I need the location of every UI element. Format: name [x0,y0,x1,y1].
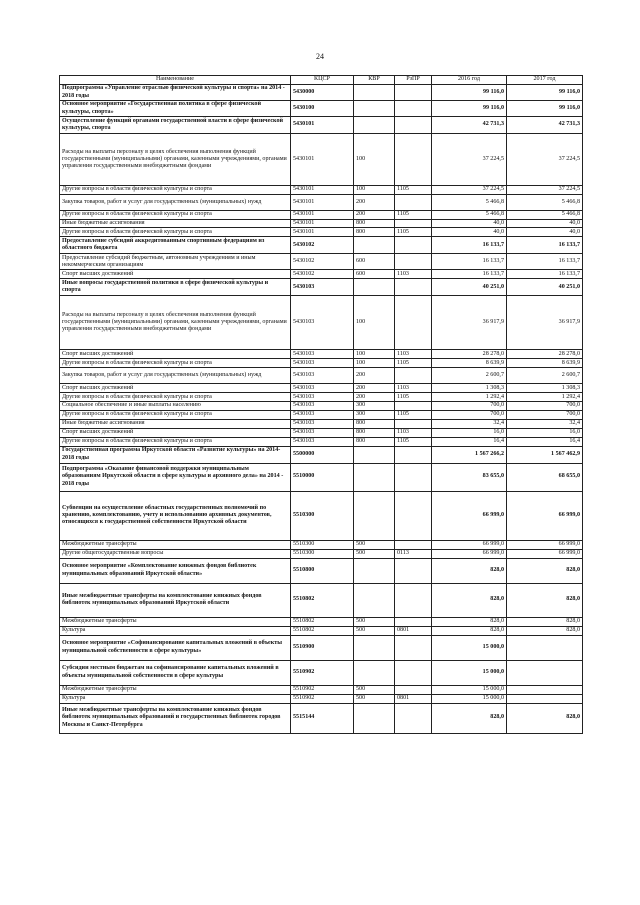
row-amount-2017: 37 224,5 [507,134,583,186]
row-amount-2017: 1 308,3 [507,384,583,393]
row-kcsr: 5510902 [291,660,354,685]
row-name: Субсидии местным бюджетам на софинансирование капитальных вложений в объекты муниципальной собственности в сфере культуры [60,660,291,685]
row-amount-2017: 37 224,5 [507,186,583,195]
table-row [60,617,583,626]
row-rzpr [395,85,432,101]
row-amount-2016: 700,0 [432,402,507,410]
row-amount-2017: 1 567 462,9 [507,446,583,463]
row-kcsr: 5500000 [291,446,354,463]
row-kvr: 500 [354,540,395,549]
row-kvr: 500 [354,685,395,694]
row-amount-2016: 5 466,8 [432,195,507,211]
header-kcsr: КЦСР [291,76,354,85]
row-rzpr: 1105 [395,359,432,368]
row-rzpr [395,134,432,186]
row-amount-2016: 99 116,0 [432,101,507,117]
row-amount-2017: 5 466,8 [507,211,583,220]
row-amount-2016: 28 278,0 [432,350,507,359]
row-rzpr [395,402,432,410]
row-kcsr: 5430102 [291,237,354,254]
row-name: Закупка товаров, работ и услуг для государственных (муниципальных) нужд [60,195,291,211]
row-kvr: 800 [354,419,395,428]
row-amount-2016: 828,0 [432,583,507,617]
row-amount-2016: 36 917,9 [432,296,507,350]
row-amount-2016: 66 999,0 [432,549,507,558]
row-name: Осуществление функций органами государственной власти в сфере физической культуры, спорта [60,117,291,134]
row-rzpr [395,463,432,491]
row-kvr [354,491,395,540]
row-amount-2016: 828,0 [432,617,507,626]
row-kcsr: 5430101 [291,195,354,211]
row-name: Другие вопросы в области физической культуры и спорта [60,393,291,402]
row-kcsr: 5430103 [291,296,354,350]
table-row [60,491,583,540]
row-rzpr [395,117,432,134]
row-rzpr: 1105 [395,410,432,419]
row-amount-2016: 8 639,9 [432,359,507,368]
row-name: Спорт высших достижений [60,428,291,437]
row-name: Расходы на выплаты персоналу в целях обеспечения выполнения функций государственными (муниципальными) органами, казенными учреждениями, органами управления государственными внебюджетными фондами [60,134,291,186]
row-kvr [354,583,395,617]
row-kcsr: 5510300 [291,540,354,549]
row-kvr: 100 [354,186,395,195]
table-row [60,368,583,384]
row-name: Государственная программа Иркутской области «Развитие культуры» на 2014-2018 годы [60,446,291,463]
row-name: Иные межбюджетные трансферты на комплектование книжных фондов библиотек муниципальных образований Иркутской области [60,583,291,617]
row-amount-2017: 8 639,9 [507,359,583,368]
row-rzpr [395,617,432,626]
row-kvr: 800 [354,228,395,237]
header-rzpr: РзПР [395,76,432,85]
row-name: Основное мероприятие «Софинансирование капитальных вложений в объекты муниципальной собственности в сфере культуры» [60,635,291,660]
row-name: Иные бюджетные ассигнования [60,419,291,428]
row-name: Другие вопросы в области физической культуры и спорта [60,410,291,419]
row-amount-2016: 1 292,4 [432,393,507,402]
row-kvr [354,660,395,685]
row-amount-2017: 99 116,0 [507,85,583,101]
row-rzpr: 0801 [395,694,432,703]
table-row [60,437,583,446]
row-kcsr: 5430103 [291,402,354,410]
row-kcsr: 5430101 [291,220,354,228]
row-kcsr: 5510802 [291,626,354,635]
row-kvr: 100 [354,359,395,368]
row-kvr [354,463,395,491]
table-row [60,359,583,368]
row-amount-2017: 700,0 [507,402,583,410]
row-kcsr: 5510902 [291,694,354,703]
row-kcsr: 5510902 [291,685,354,694]
row-rzpr [395,220,432,228]
row-amount-2017 [507,685,583,694]
row-amount-2017 [507,635,583,660]
row-rzpr: 1105 [395,228,432,237]
row-kcsr: 5430103 [291,384,354,393]
row-amount-2017 [507,694,583,703]
row-amount-2016: 16 133,7 [432,254,507,270]
row-amount-2017: 28 278,0 [507,350,583,359]
row-amount-2016: 828,0 [432,626,507,635]
row-kcsr: 5430000 [291,85,354,101]
row-amount-2017: 66 999,0 [507,491,583,540]
row-kvr: 300 [354,410,395,419]
row-kvr [354,101,395,117]
table-row [60,428,583,437]
row-amount-2017: 40,0 [507,220,583,228]
row-name: Предоставление субсидий аккредитованным спортивным федерациям из областного бюджета [60,237,291,254]
table-row [60,186,583,195]
row-amount-2016: 15 000,0 [432,635,507,660]
row-amount-2016: 15 000,0 [432,685,507,694]
row-amount-2016: 42 731,3 [432,117,507,134]
table-row [60,626,583,635]
table-row [60,279,583,296]
row-amount-2017: 700,0 [507,410,583,419]
table-row [60,117,583,134]
row-rzpr: 1103 [395,350,432,359]
row-amount-2016: 66 999,0 [432,540,507,549]
row-kcsr: 5430103 [291,393,354,402]
row-kvr [354,237,395,254]
row-amount-2017: 828,0 [507,558,583,583]
row-amount-2016: 828,0 [432,703,507,733]
row-amount-2016: 16 133,7 [432,270,507,279]
row-name: Подпрограмма «Оказание финансовой поддержки муниципальным образованиям Иркутской области в сфере культуры и архивного дела» на 2014 - 2018 годы [60,463,291,491]
table-body [60,85,583,734]
table-row [60,549,583,558]
row-kvr: 200 [354,368,395,384]
row-name: Спорт высших достижений [60,384,291,393]
table-row [60,237,583,254]
row-name: Другие вопросы в области физической культуры и спорта [60,437,291,446]
row-kvr: 200 [354,393,395,402]
row-kcsr: 5430103 [291,359,354,368]
row-amount-2016: 40 251,0 [432,279,507,296]
row-amount-2017: 66 999,0 [507,549,583,558]
table-row [60,254,583,270]
row-kcsr: 5510800 [291,558,354,583]
row-amount-2016: 828,0 [432,558,507,583]
row-name: Основное мероприятие «Государственная политика в сфере физической культуры, спорта» [60,101,291,117]
row-rzpr: 1105 [395,211,432,220]
row-name: Социальное обеспечение и иные выплаты населению [60,402,291,410]
row-kvr: 300 [354,402,395,410]
table-row [60,463,583,491]
header-2017: 2017 год [507,76,583,85]
row-kcsr: 5510802 [291,617,354,626]
table-row [60,402,583,410]
row-kvr: 600 [354,270,395,279]
row-amount-2017: 99 116,0 [507,101,583,117]
table-row [60,195,583,211]
row-kcsr: 5430100 [291,101,354,117]
row-amount-2016: 1 308,3 [432,384,507,393]
header-kvr: КВР [354,76,395,85]
table-row [60,540,583,549]
row-kvr [354,703,395,733]
row-amount-2016: 37 224,5 [432,186,507,195]
row-kcsr: 5430103 [291,428,354,437]
row-kvr [354,117,395,134]
row-rzpr [395,254,432,270]
row-kcsr: 5430103 [291,368,354,384]
row-amount-2016: 16,0 [432,428,507,437]
table-row [60,350,583,359]
row-amount-2017: 40 251,0 [507,279,583,296]
row-kvr: 200 [354,195,395,211]
row-amount-2017 [507,660,583,685]
row-rzpr: 1105 [395,393,432,402]
row-amount-2016: 40,0 [432,228,507,237]
row-rzpr: 1105 [395,437,432,446]
row-rzpr [395,685,432,694]
row-kcsr: 5430101 [291,186,354,195]
row-rzpr [395,101,432,117]
row-name: Культура [60,626,291,635]
row-rzpr [395,558,432,583]
row-name: Другие вопросы в области физической культуры и спорта [60,359,291,368]
row-rzpr: 1103 [395,428,432,437]
row-rzpr: 1103 [395,270,432,279]
row-amount-2017: 16 133,7 [507,254,583,270]
row-kcsr: 5515144 [291,703,354,733]
row-kcsr: 5430101 [291,228,354,237]
row-kcsr: 5430103 [291,419,354,428]
budget-table [59,75,583,734]
row-rzpr [395,635,432,660]
row-amount-2017: 1 292,4 [507,393,583,402]
row-amount-2017: 66 999,0 [507,540,583,549]
row-rzpr [395,446,432,463]
row-amount-2017: 5 466,8 [507,195,583,211]
row-amount-2017: 828,0 [507,703,583,733]
row-name: Иные вопросы государственной политики в сфере физической культуры и спорта [60,279,291,296]
row-amount-2016: 32,4 [432,419,507,428]
table-row [60,558,583,583]
row-rzpr [395,279,432,296]
row-amount-2017: 16,4 [507,437,583,446]
row-name: Иные межбюджетные трансферты на комплектование книжных фондов библиотек муниципальных образований и государственных библиотек городов Москвы и Санкт-Петербурга [60,703,291,733]
row-amount-2016: 5 466,8 [432,211,507,220]
row-rzpr: 1103 [395,384,432,393]
table-row [60,211,583,220]
page-number: 24 [316,52,324,61]
table-row [60,220,583,228]
row-rzpr: 0113 [395,549,432,558]
row-kcsr: 5430101 [291,117,354,134]
table-row [60,635,583,660]
header-2016: 2016 год [432,76,507,85]
row-rzpr [395,491,432,540]
row-kvr: 500 [354,549,395,558]
row-name: Культура [60,694,291,703]
row-kvr: 200 [354,384,395,393]
table-row [60,685,583,694]
row-name: Другие общегосударственные вопросы [60,549,291,558]
row-amount-2016: 83 655,0 [432,463,507,491]
row-kcsr: 5510900 [291,635,354,660]
table-header-row [60,76,583,85]
row-amount-2017: 828,0 [507,626,583,635]
row-amount-2016: 700,0 [432,410,507,419]
row-kcsr: 5430101 [291,211,354,220]
table-row [60,393,583,402]
row-kvr [354,558,395,583]
row-name: Подпрограмма «Управление отраслью физической культуры и спорта» на 2014 - 2018 годы [60,85,291,101]
row-rzpr [395,540,432,549]
row-kcsr: 5430103 [291,437,354,446]
table-row [60,703,583,733]
row-kcsr: 5430102 [291,270,354,279]
row-amount-2017: 828,0 [507,617,583,626]
row-rzpr [395,583,432,617]
row-amount-2017: 40,0 [507,228,583,237]
row-kcsr: 5510300 [291,491,354,540]
row-rzpr [395,368,432,384]
row-kcsr: 5430103 [291,279,354,296]
row-kvr: 100 [354,134,395,186]
row-kcsr: 5510300 [291,549,354,558]
table-row [60,660,583,685]
row-amount-2016: 15 000,0 [432,660,507,685]
row-rzpr [395,296,432,350]
row-rzpr [395,419,432,428]
row-kvr: 500 [354,694,395,703]
table-row [60,446,583,463]
row-name: Межбюджетные трансферты [60,617,291,626]
row-name: Спорт высших достижений [60,350,291,359]
row-name: Межбюджетные трансферты [60,540,291,549]
row-kvr: 800 [354,220,395,228]
table-row [60,296,583,350]
row-kvr: 800 [354,437,395,446]
row-amount-2016: 15 000,0 [432,694,507,703]
row-amount-2017: 16 133,7 [507,237,583,254]
row-amount-2016: 99 116,0 [432,85,507,101]
row-amount-2017: 16 133,7 [507,270,583,279]
row-amount-2016: 1 567 266,2 [432,446,507,463]
table-row [60,85,583,101]
row-rzpr [395,703,432,733]
table-row [60,270,583,279]
row-name: Закупка товаров, работ и услуг для государственных (муниципальных) нужд [60,368,291,384]
row-kvr: 100 [354,350,395,359]
table-row [60,228,583,237]
row-kvr: 100 [354,296,395,350]
row-kvr [354,635,395,660]
row-kcsr: 5510802 [291,583,354,617]
row-kvr: 800 [354,428,395,437]
row-name: Другие вопросы в области физической культуры и спорта [60,211,291,220]
row-amount-2017: 2 600,7 [507,368,583,384]
row-amount-2017: 42 731,3 [507,117,583,134]
row-rzpr [395,237,432,254]
row-amount-2016: 2 600,7 [432,368,507,384]
row-amount-2016: 66 999,0 [432,491,507,540]
row-kcsr: 5430103 [291,410,354,419]
row-name: Межбюджетные трансферты [60,685,291,694]
row-amount-2017: 16,0 [507,428,583,437]
row-amount-2017: 828,0 [507,583,583,617]
table-row [60,694,583,703]
row-kcsr: 5430101 [291,134,354,186]
row-kcsr: 5430102 [291,254,354,270]
row-name: Субвенции на осуществление областных государственных полномочий по хранению, комплектованию, учету и использованию архивных документов, относящихся к государственной собственности Иркутской области [60,491,291,540]
row-name: Другие вопросы в области физической культуры и спорта [60,228,291,237]
row-kvr: 500 [354,626,395,635]
row-kvr [354,279,395,296]
row-amount-2016: 16 133,7 [432,237,507,254]
row-kvr: 200 [354,211,395,220]
row-kvr: 500 [354,617,395,626]
row-amount-2016: 37 224,5 [432,134,507,186]
row-name: Другие вопросы в области физической культуры и спорта [60,186,291,195]
table-row [60,410,583,419]
row-name: Иные бюджетные ассигнования [60,220,291,228]
header-name: Наименование [60,76,291,85]
table-row [60,384,583,393]
row-rzpr [395,195,432,211]
row-kvr [354,446,395,463]
row-name: Основное мероприятие «Комплектование книжных фондов библиотек муниципальных образований Иркутской области» [60,558,291,583]
row-kcsr: 5510000 [291,463,354,491]
row-kcsr: 5430103 [291,350,354,359]
row-rzpr: 1105 [395,186,432,195]
table-row [60,419,583,428]
row-amount-2017: 36 917,9 [507,296,583,350]
table-row [60,134,583,186]
table-row [60,101,583,117]
row-name: Расходы на выплаты персоналу в целях обеспечения выполнения функций государственными (муниципальными) органами, казенными учреждениями, органами управления государственными внебюджетными фондами [60,296,291,350]
row-amount-2016: 16,4 [432,437,507,446]
row-amount-2016: 40,0 [432,220,507,228]
row-kvr: 600 [354,254,395,270]
row-rzpr [395,660,432,685]
row-name: Предоставление субсидий бюджетным, автономным учреждениям и иным некоммерческим организациям [60,254,291,270]
row-rzpr: 0801 [395,626,432,635]
row-amount-2017: 32,4 [507,419,583,428]
row-kvr [354,85,395,101]
row-amount-2017: 68 655,0 [507,463,583,491]
table-row [60,583,583,617]
row-name: Спорт высших достижений [60,270,291,279]
